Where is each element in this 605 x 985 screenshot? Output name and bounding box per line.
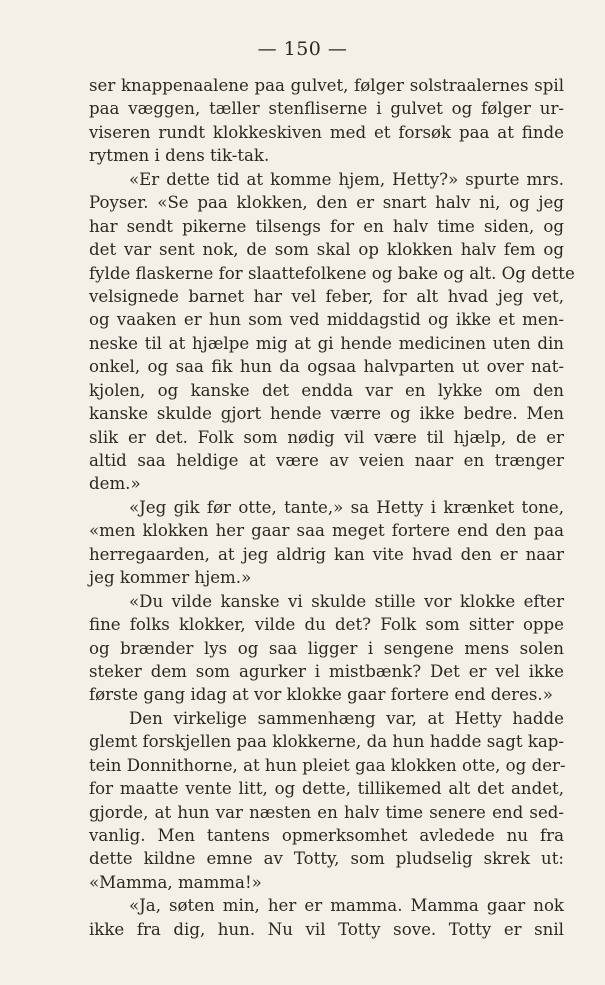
text-line: «Ja, søten min, her er mamma. Mamma gaar nok (129, 896, 564, 916)
text-line: vanlig. Men tantens opmerksomhet avledede nu fra (89, 826, 564, 845)
text-line: ikke fra dig, hun. Nu vil Totty sove. Totty er snil (89, 919, 564, 939)
text-line: fylde flaskerne for slaattefolkene og bake og alt. Og dette (89, 263, 575, 283)
text-line: herregaarden, at jeg aldrig kan vite hvad den er naar (89, 544, 564, 564)
text-line: slik er det. Folk som nødig vil være til hjælp, de er (89, 427, 564, 447)
text-line: jeg kommer hjem.» (89, 568, 252, 588)
text-line: «Er dette tid at komme hjem, Hetty?» spurte mrs. (129, 169, 564, 189)
text-line: «Du vilde kanske vi skulde stille vor klokke efter (129, 591, 564, 611)
text-line: og vaaken er hun som ved middagstid og ikke et men- (89, 310, 564, 330)
text-line: fine folks klokker, vilde du det? Folk som sitter oppe (89, 615, 564, 635)
text-line: tein Donnithorne, at hun pleiet gaa klokken otte, og der- (89, 755, 566, 775)
text-line: neske til at hjælpe mig at gi hende medicinen uten din (89, 333, 564, 353)
text-line: kanske skulde gjort hende værre og ikke bedre. Men (89, 404, 564, 424)
text-line: «Mamma, mamma!» (89, 872, 262, 892)
text-line: rytmen i dens tik-tak. (89, 146, 270, 166)
text-line: første gang idag at vor klokke gaar fortere end deres.» (89, 685, 553, 705)
text-line: «men klokken her gaar saa meget fortere end den paa (89, 521, 564, 541)
text-line: kjolen, og kanske det endda var en lykke om den (89, 380, 564, 400)
text-line: dette kildne emne av Totty, som pludselig skrek ut: (89, 849, 564, 869)
page-number: — 150 — (257, 38, 348, 60)
body-text (89, 74, 575, 941)
text-line: «Jeg gik før otte, tante,» sa Hetty i krænket tone, (129, 497, 564, 517)
text-line: paa væggen, tæller stenfliserne i gulvet og følger ur- (89, 99, 564, 119)
text-line: onkel, og saa fik hun da ogsaa halvparten ut over nat- (89, 357, 564, 377)
text-line: det var sent nok, de som skal op klokken halv fem og (89, 240, 564, 260)
text-line: Den virkelige sammenhæng var, at Hetty hadde (129, 708, 564, 728)
text-line: velsignede barnet har vel feber, for alt hvad jeg vet, (89, 286, 564, 306)
text-line: Poyser. «Se paa klokken, den er snart halv ni, og jeg (89, 193, 564, 213)
text-line: dem.» (89, 474, 141, 494)
text-line: har sendt pikerne tilsengs for en halv time siden, og (89, 216, 564, 236)
text-line: gjorde, at hun var næsten en halv time senere end sed- (89, 802, 564, 822)
text-line: ser knappenaalene paa gulvet, følger solstraalernes spil (89, 76, 564, 95)
text-line: for maatte vente litt, og dette, tillikemed alt det andet, (89, 779, 564, 799)
text-line: altid saa heldige at være av veien naar en trænger (89, 451, 564, 470)
text-line: glemt forskjellen paa klokkerne, da hun hadde sagt kap- (89, 732, 564, 752)
text-line: viseren rundt klokkeskiven med et forsøk paa at finde (89, 122, 564, 142)
text-line: og brænder lys og saa ligger i sengene mens solen (89, 638, 564, 658)
text-line: steker dem som agurker i mistbænk? Det er vel ikke (89, 661, 564, 681)
